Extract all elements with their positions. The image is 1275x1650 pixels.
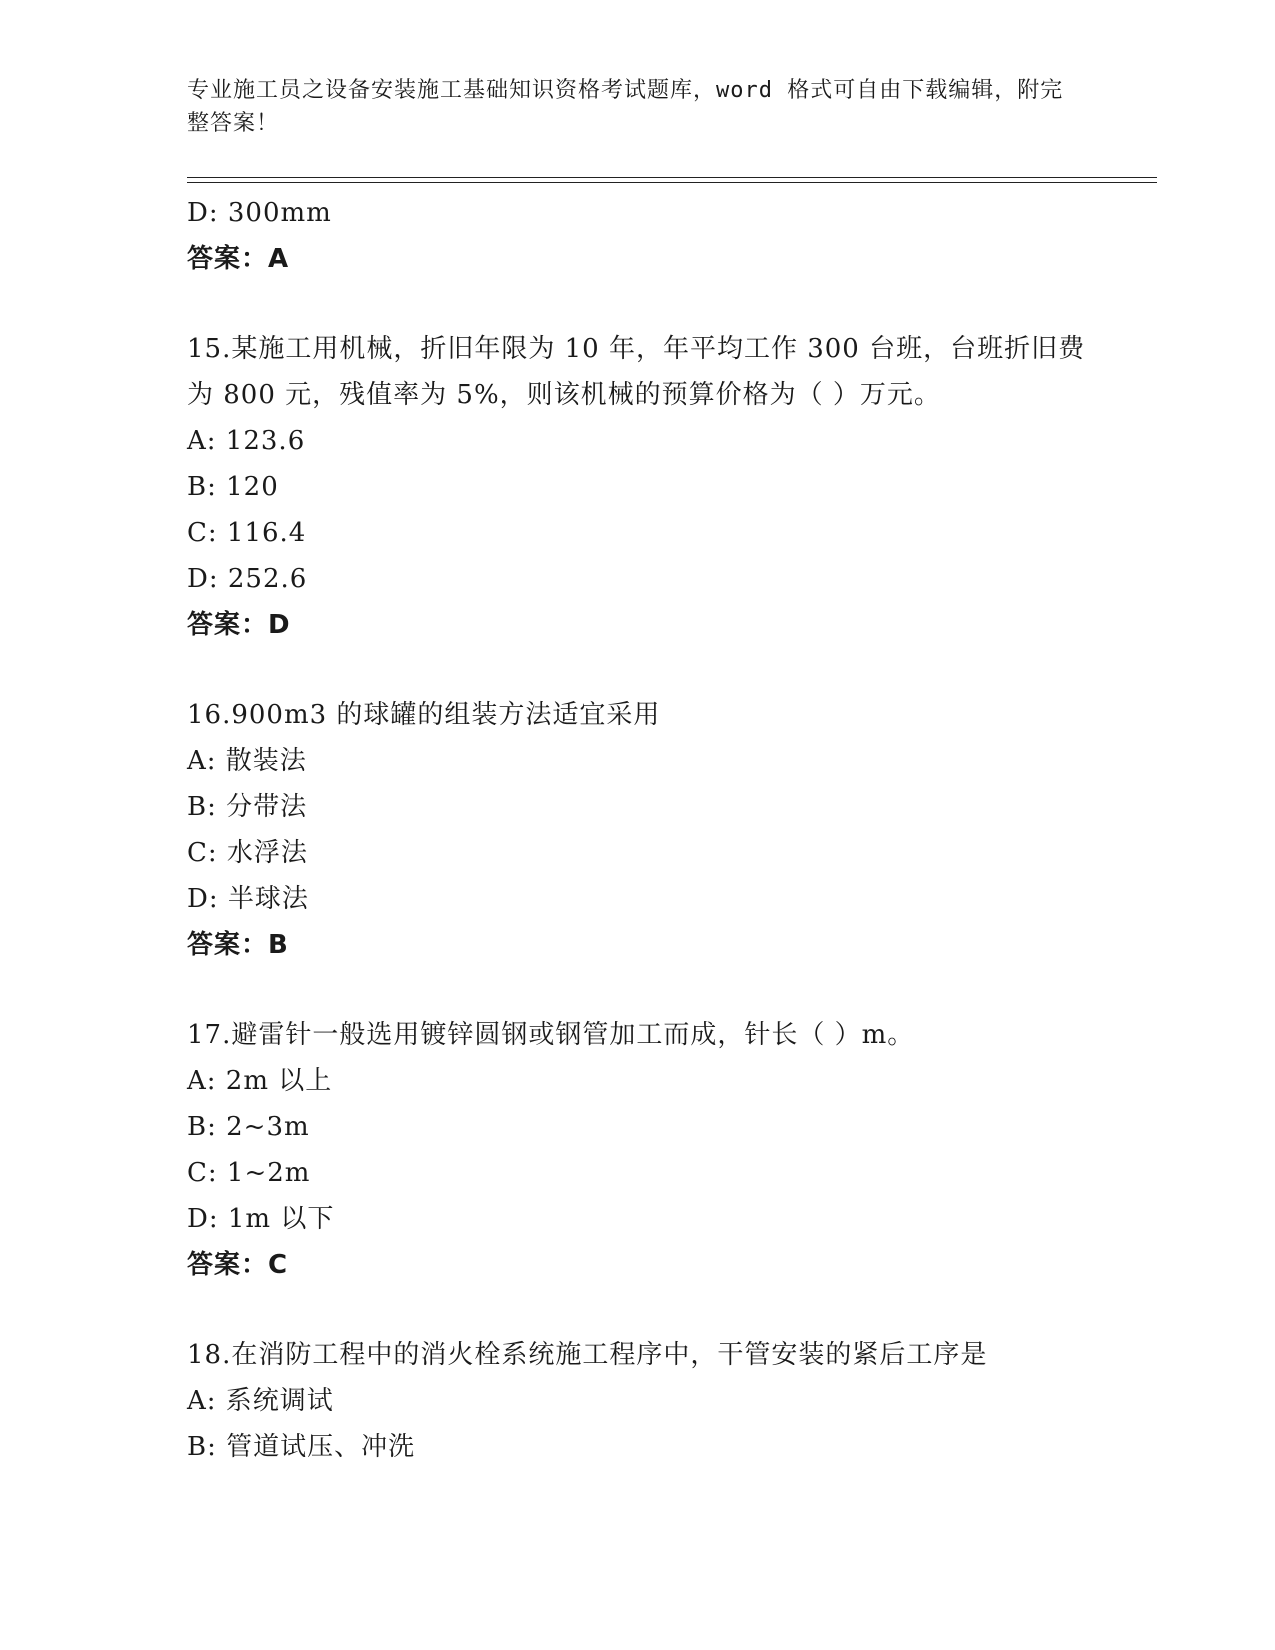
question-16-option-b: B: 分带法 (187, 792, 308, 822)
question-15-option-a: A: 123.6 (187, 426, 306, 456)
question-16-answer: 答案：B (187, 930, 289, 960)
question-17-text: 17.避雷针一般选用镀锌圆钢或钢管加工而成，针长（ ）m。 (187, 1020, 915, 1050)
question-15-option-b: B: 120 (187, 472, 279, 502)
question-15-text: 15.某施工用机械，折旧年限为 10 年，年平均工作 300 台班，台班折旧费为 800 元，残值率为 5%，则该机械的预算价格为（ ）万元。 (187, 334, 1086, 410)
answer-line: 答案：A (187, 244, 290, 274)
question-17-option-c: C: 1~2m (187, 1158, 311, 1188)
question-16-option-c: C: 水浮法 (187, 838, 308, 868)
document-page (187, 0, 1157, 1650)
question-16-option-a: A: 散装法 (187, 746, 307, 776)
page-header: 专业施工员之设备安装施工基础知识资格考试题库，word 格式可自由下载编辑，附完整答案！ (187, 78, 1064, 136)
header-divider-bottom (187, 182, 1157, 183)
question-17-answer: 答案：C (187, 1250, 289, 1280)
question-18-option-b: B: 管道试压、冲洗 (187, 1432, 416, 1462)
question-15-answer: 答案：D (187, 610, 291, 640)
header-divider-top (187, 177, 1157, 178)
question-18-text: 18.在消防工程中的消火栓系统施工程序中，干管安装的紧后工序是 (187, 1340, 988, 1370)
question-content (187, 190, 1157, 1470)
option-d: D: 300mm (187, 198, 332, 228)
question-15-option-d: D: 252.6 (187, 564, 308, 594)
question-18-option-a: A: 系统调试 (187, 1386, 334, 1416)
question-17-option-d: D: 1m 以下 (187, 1204, 335, 1234)
question-15-option-c: C: 116.4 (187, 518, 307, 548)
question-17-option-a: A: 2m 以上 (187, 1066, 333, 1096)
question-16-option-d: D: 半球法 (187, 884, 309, 914)
question-17-option-b: B: 2~3m (187, 1112, 310, 1142)
question-16-text: 16.900m3 的球罐的组装方法适宜采用 (187, 700, 661, 730)
